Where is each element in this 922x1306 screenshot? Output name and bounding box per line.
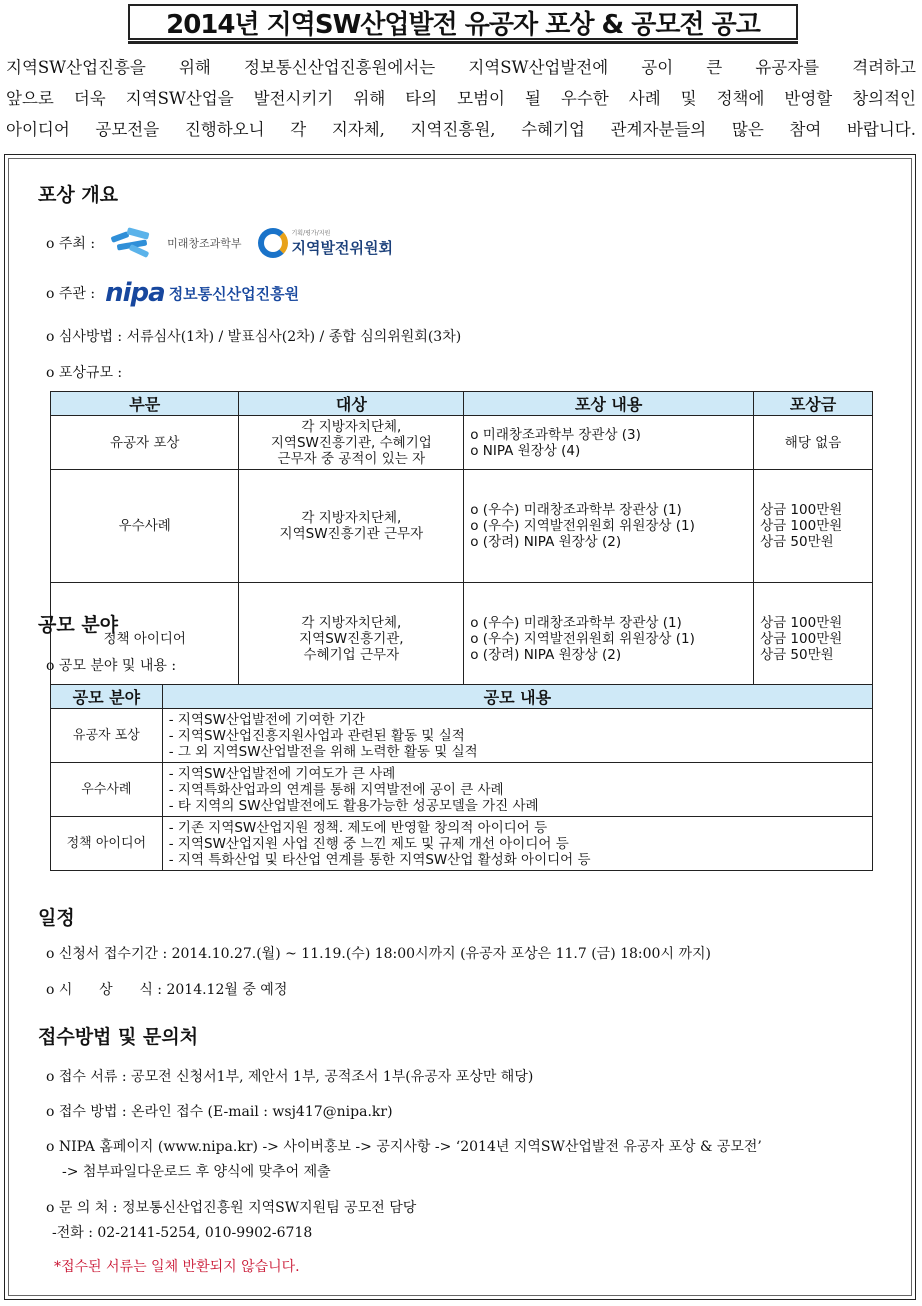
award-category: 정책 아이디어 xyxy=(51,583,239,696)
nipa-mark-icon: nipa xyxy=(105,278,165,308)
intro-line: 앞으로 더욱 지역SW산업을 발전시키기 위해 타의 모범이 될 우수한 사례 및 정책에 반영할 창의적인 xyxy=(6,89,916,108)
nipa-logo xyxy=(105,278,299,308)
page-title: 2014년 지역SW산업발전 유공자 포상 & 공모전 공고 xyxy=(128,4,798,40)
award-content: o (우수) 미래창조과학부 장관상 (1) o (우수) 지역발전위원회 위원장상 (1) o (장려) NIPA 원장상 (2) xyxy=(464,583,754,696)
award-category: 유공자 포상 xyxy=(51,416,239,470)
notice-text: *접수된 서류는 일체 반환되지 않습니다. xyxy=(54,1259,300,1275)
review-method: o 심사방법 : 서류심사(1차) / 발표심사(2차) / 종합 심의위원회(3차) xyxy=(46,329,462,345)
award-content: o (우수) 미래창조과학부 장관상 (1) o (우수) 지역발전위원회 위원장상 (1) o (장려) NIPA 원장상 (2) xyxy=(464,470,754,583)
award-header: 대상 xyxy=(239,392,464,416)
award-content: o 미래창조과학부 장관상 (3) o NIPA 원장상 (4) xyxy=(464,416,754,470)
table-row xyxy=(51,470,873,583)
submission-docs: o 접수 서류 : 공모전 신청서1부, 제안서 1부, 공적조서 1부(유공자 포상만 해당) xyxy=(46,1069,534,1085)
field-items: - 기존 지역SW산업지원 정책. 제도에 반영할 창의적 아이디어 등 - 지역SW산업지원 사업 진행 중 느낀 제도 및 규제 개선 아이디어 등 - 지역 특화산업 및 타산업 연계를 통한 지역SW산업 활성화 아이디어 등 xyxy=(162,817,872,871)
award-prize: 상금 100만원 상금 100만원 상금 50만원 xyxy=(754,583,873,696)
field-items: - 지역SW산업발전에 기여한 기간 - 지역SW산업진흥지원사업과 관련된 활동 및 실적 - 그 외 지역SW산업발전을 위해 노력한 활동 및 실적 xyxy=(162,709,872,763)
submission-method: o 접수 방법 : 온라인 접수 (E-mail : wsj417@nipa.kr) xyxy=(46,1104,393,1120)
field-header: 공모 내용 xyxy=(162,685,872,709)
table-row xyxy=(51,709,873,763)
award-target: 각 지방자치단체, 지역SW진흥기관, 수혜기업 근무자 중 공적이 있는 자 xyxy=(239,416,464,470)
award-table xyxy=(50,391,873,696)
msit-logo xyxy=(107,228,241,258)
host-label: o 주최 : xyxy=(46,236,96,252)
field-label: o 공모 분야 및 내용 : xyxy=(46,658,177,674)
award-header: 포상금 xyxy=(754,392,873,416)
submission-homepage: o NIPA 홈페이지 (www.nipa.kr) -> 사이버홍보 -> 공지사항 -> ‘2014년 지역SW산업발전 유공자 포상 & 공모전’ xyxy=(46,1139,762,1155)
rdc-logo-subtext: 기획/평가/지원 xyxy=(291,230,331,237)
schedule-heading: 일정 xyxy=(38,907,75,929)
msit-mark-icon xyxy=(107,228,163,258)
field-header: 공모 분야 xyxy=(51,685,163,709)
award-category: 우수사례 xyxy=(51,470,239,583)
intro-line: 아이디어 공모전을 진행하오니 각 지자체, 지역진흥원, 수혜기업 관계자분들의 많은 참여 바랍니다. xyxy=(6,120,916,139)
field-category: 우수사례 xyxy=(51,763,163,817)
contact-info: o 문 의 처 : 정보통신산업진흥원 지역SW지원팀 공모전 담당 xyxy=(46,1200,417,1216)
intro-line: 지역SW산업진흥을 위해 정보통신산업진흥원에서는 지역SW산업발전에 공이 큰 유공자를 격려하고 xyxy=(6,58,916,77)
submission-homepage-cont: -> 첨부파일다운로드 후 양식에 맞추어 제출 xyxy=(62,1164,331,1180)
scale-label: o 포상규모 : xyxy=(46,365,123,381)
rdc-mark-icon xyxy=(258,228,288,258)
contact-phone: -전화 : 02-2141-5254, 010-9902-6718 xyxy=(52,1225,313,1241)
field-category: 유공자 포상 xyxy=(51,709,163,763)
table-row xyxy=(51,583,873,696)
schedule-ceremony: o 시 상 식 : 2014.12월 중 예정 xyxy=(46,982,288,998)
submission-heading: 접수방법 및 문의처 xyxy=(38,1026,199,1048)
rdc-logo-text: 지역발전위원회 xyxy=(291,239,393,257)
field-table xyxy=(50,684,873,871)
organizer-row xyxy=(46,278,299,308)
award-prize: 상금 100만원 상금 100만원 상금 50만원 xyxy=(754,470,873,583)
field-heading: 공모 분야 xyxy=(38,614,119,636)
table-row xyxy=(51,817,873,871)
msit-logo-text: 미래창조과학부 xyxy=(167,237,242,250)
overview-heading: 포상 개요 xyxy=(38,184,119,206)
rdc-logo xyxy=(258,228,393,258)
schedule-period: o 신청서 접수기간 : 2014.10.27.(월) ~ 11.19.(수) 18:00시까지 (유공자 포상은 11.7 (금) 18:00시 까지) xyxy=(46,946,711,962)
nipa-logo-text: 정보통신산업진흥원 xyxy=(168,284,300,303)
table-row xyxy=(51,416,873,470)
award-target: 각 지방자치단체, 지역SW진흥기관 근무자 xyxy=(239,470,464,583)
award-prize: 해당 없음 xyxy=(754,416,873,470)
award-header: 포상 내용 xyxy=(464,392,754,416)
field-items: - 지역SW산업발전에 기여도가 큰 사례 - 지역특화산업과의 연계를 통해 지역발전에 공이 큰 사례 - 타 지역의 SW산업발전에도 활용가능한 성공모델을 가진 사례 xyxy=(162,763,872,817)
field-category: 정책 아이디어 xyxy=(51,817,163,871)
intro-paragraph xyxy=(6,52,916,145)
organizer-label: o 주관 : xyxy=(46,286,96,302)
table-row xyxy=(51,763,873,817)
host-row xyxy=(46,228,393,258)
award-header: 부문 xyxy=(51,392,239,416)
award-target: 각 지방자치단체, 지역SW진흥기관, 수혜기업 근무자 xyxy=(239,583,464,696)
